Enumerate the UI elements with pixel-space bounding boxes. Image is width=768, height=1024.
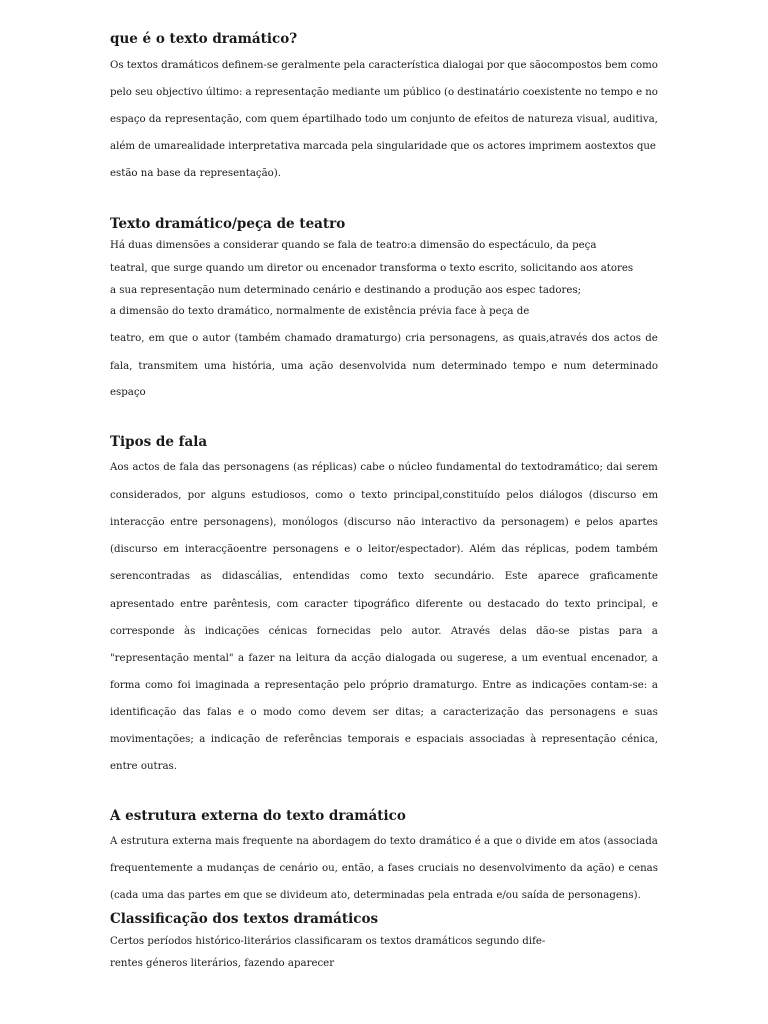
paragraph-line: teatro, em que o autor (também chamado dramaturgo) cria personagens, as quais,através dos actos de (110, 333, 658, 344)
paragraph-line: movimentações; a indicação de referências temporais e espaciais associadas à representação cénica, (110, 734, 658, 745)
paragraph-line: interacção entre personagens), monólogos (discurso não interactivo da personagem) e pelos apartes (110, 517, 658, 528)
paragraph-line: identificação das falas e o modo como devem ser ditas; a caracterização das personagens e suas (110, 707, 658, 718)
paragraph-line: Os textos dramáticos definem-se geralmente pela característica dialogai por que sãocompostos bem como (110, 60, 658, 71)
paragraph-line: espaço (110, 387, 146, 398)
paragraph-line: a sua representação num determinado cenário e destinando a produção aos espec tadores; (110, 285, 582, 296)
paragraph-line: A estrutura externa mais frequente na abordagem do texto dramático é a que o divide em atos (associada (110, 836, 658, 847)
paragraph-line: teatral, que surge quando um diretor ou encenador transforma o texto escrito, solicitando aos atores (110, 263, 634, 274)
paragraph-line: corresponde às indicações cénicas fornecidas pelo autor. Através delas dão-se pistas para a (110, 626, 658, 637)
paragraph-line: além de umarealidade interpretativa marcada pela singularidade que os actores imprimem aostextos que (110, 141, 656, 152)
paragraph-line: fala, transmitem uma história, uma ação desenvolvida num determinado tempo e num determinado (110, 361, 658, 372)
section-heading-1: que é o texto dramático? (110, 31, 298, 47)
section-heading-5: Classificação dos textos dramáticos (110, 911, 379, 927)
section-heading-3: Tipos de fala (110, 434, 208, 450)
paragraph-line: entre outras. (110, 761, 178, 772)
paragraph-line: rentes géneros literários, fazendo aparecer (110, 958, 335, 969)
paragraph-line: considerados, por alguns estudiosos, como o texto principal,constituído pelos diálogos (discurso em (110, 490, 658, 501)
section-heading-4: A estrutura externa do texto dramático (110, 808, 406, 824)
paragraph-line: Aos actos de fala das personagens (as réplicas) cabe o núcleo fundamental do textodramático; dai serem (110, 462, 658, 473)
paragraph-line: Certos períodos histórico-literários classificaram os textos dramáticos segundo dife- (110, 936, 546, 947)
paragraph-line: "representação mental" a fazer na leitura da acção dialogada ou sugerese, a um eventual encenador, a (110, 653, 658, 664)
paragraph-line: frequentemente a mudanças de cenário ou, então, a fases cruciais no desenvolvimento da ação) e cenas (110, 863, 658, 874)
paragraph-line: forma como foi imaginada a representação pelo próprio dramaturgo. Entre as indicações contam-se: a (110, 680, 658, 691)
paragraph-line: estão na base da representação). (110, 168, 282, 179)
paragraph-line: espaço da representação, com quem épartilhado todo um conjunto de efeitos de natureza visual, auditiva, (110, 114, 658, 125)
paragraph-line: (discurso em interacçãoentre personagens e o leitor/espectador). Além das réplicas, podem também (110, 544, 658, 555)
paragraph-line: pelo seu objectivo último: a representação mediante um público (o destinatário coexistente no tempo e no (110, 87, 658, 98)
section-heading-2: Texto dramático/peça de teatro (110, 216, 346, 232)
paragraph-line: (cada uma das partes em que se divideum ato, determinadas pela entrada e/ou saída de personagens). (110, 890, 641, 901)
paragraph-line: apresentado entre parêntesis, com caracter tipográfico diferente ou destacado do texto principal, e (110, 599, 658, 610)
paragraph-line: serencontradas as didascálias, entendidas como texto secundário. Este aparece graficamente (110, 571, 658, 582)
paragraph-line: Há duas dimensões a considerar quando se fala de teatro:a dimensão do espectáculo, da peça (110, 240, 597, 251)
paragraph-line: a dimensão do texto dramático, normalmente de existência prévia face à peça de (110, 306, 530, 317)
